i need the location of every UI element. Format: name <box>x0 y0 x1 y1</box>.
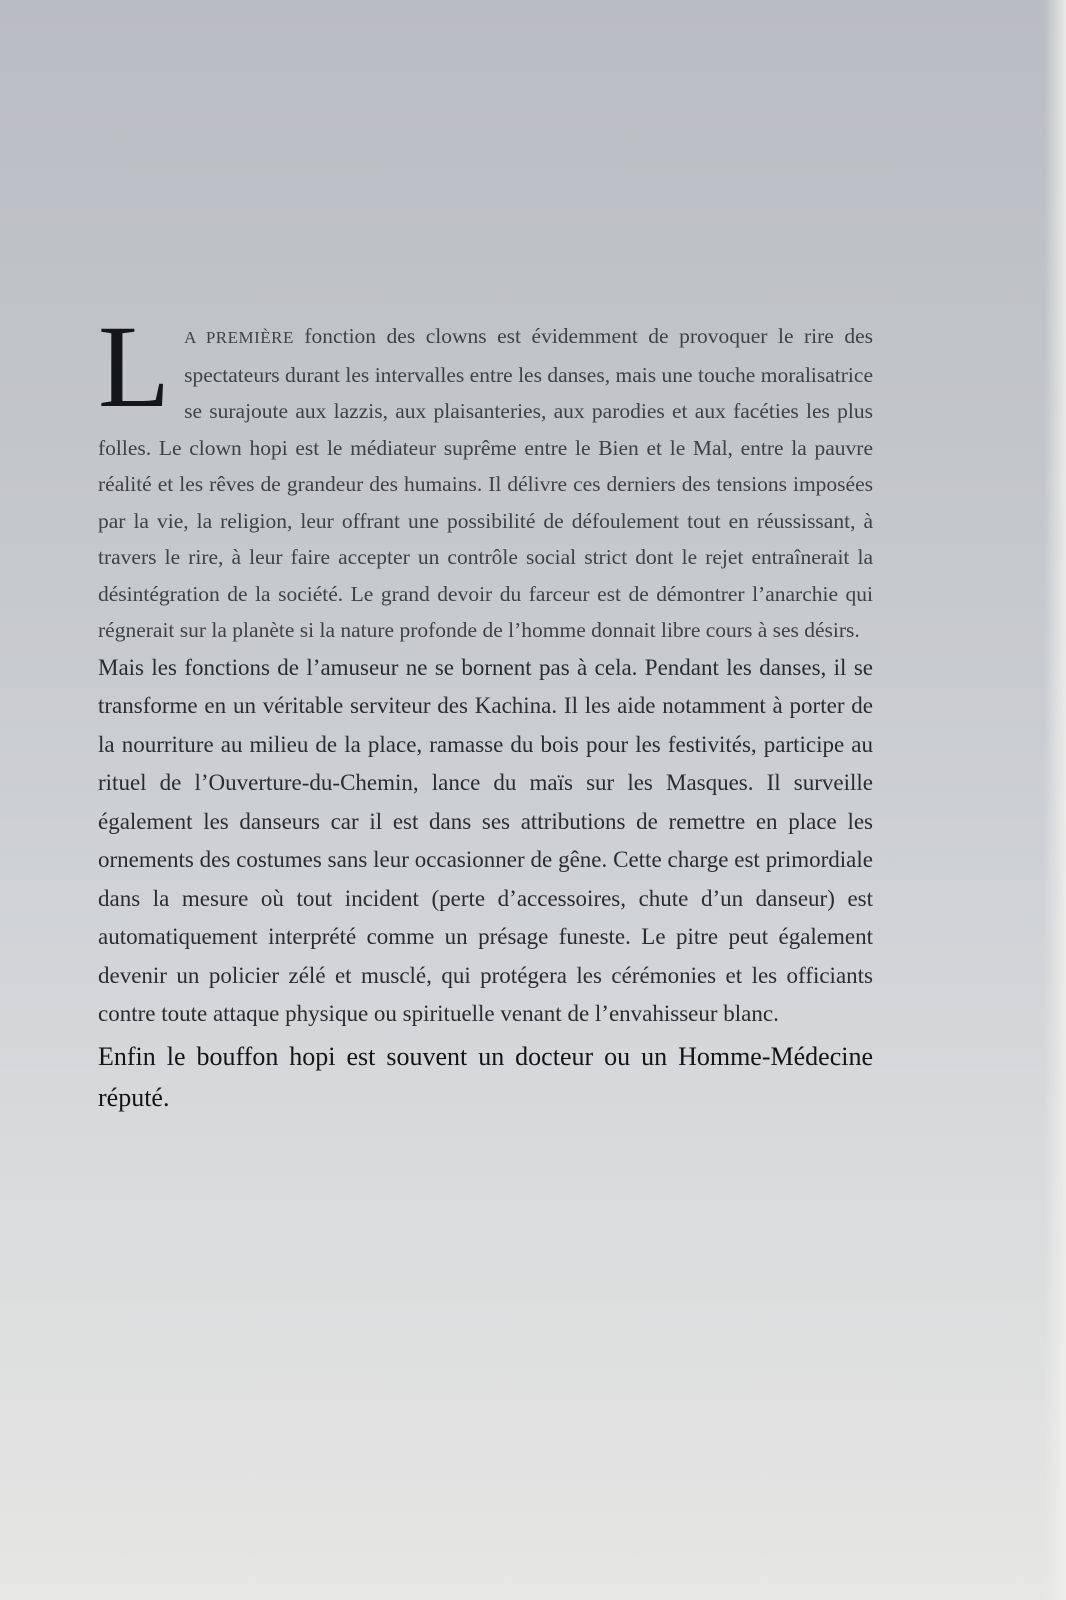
drop-cap: L <box>98 301 171 432</box>
paragraph-3: Enfin le bouffon hopi est souvent un docteur ou un Homme-Médecine réputé. <box>98 1041 873 1112</box>
lead-in-smallcaps: A PREMIÈRE <box>184 328 294 347</box>
paragraph-1-text: fonction des clowns est évidemment de provoquer le rire des spectateurs durant les intervalles entre les danses, mais une touche moralisatrice se surajoute aux lazzis, aux plaisanteries, aux parodies et aux facéties les plus folles. Le clown hopi est le médiateur suprême entre le Bien et le Mal, entre la pauvre réalité et les rêves de grandeur des humains. Il délivre ces derniers des tensions imposées par la vie, la religion, leur offrant une possibilité de défoulement tout en réussissant, à travers le rire, à leur faire accepter un contrôle social strict dont le rejet entraînerait la désintégration de la société. Le grand devoir du farceur est de démontrer l’anarchie qui régnerait sur la planète si la nature profonde de l’homme donnait libre cours à ses désirs. <box>98 324 874 642</box>
page-edge-highlight <box>1044 0 1066 1600</box>
paragraph-1 <box>98 301 874 649</box>
paragraph-2: Mais les fonctions de l’amuseur ne se bornent pas à cela. Pendant les danses, il se transforme en un véritable serviteur des Kachina. Il les aide notamment à porter de la nourriture au milieu de la place, ramasse du bois pour les festivités, participe au rituel de l’Ouverture-du-Chemin, lance du maïs sur les Masques. Il surveille également les danseurs car il est dans ses attributions de remettre en place les ornements des costumes sans leur occasionner de gêne. Cette charge est primordiale dans la mesure où tout incident (perte d’accessoires, chute d’un danseur) est automatiquement interprété comme un présage funeste. Le pitre peut également devenir un policier zélé et musclé, qui protégera les cérémonies et les officiants contre toute attaque physique ou spirituelle venant de l’envahisseur blanc. <box>98 654 873 1026</box>
body-text <box>98 301 874 1118</box>
